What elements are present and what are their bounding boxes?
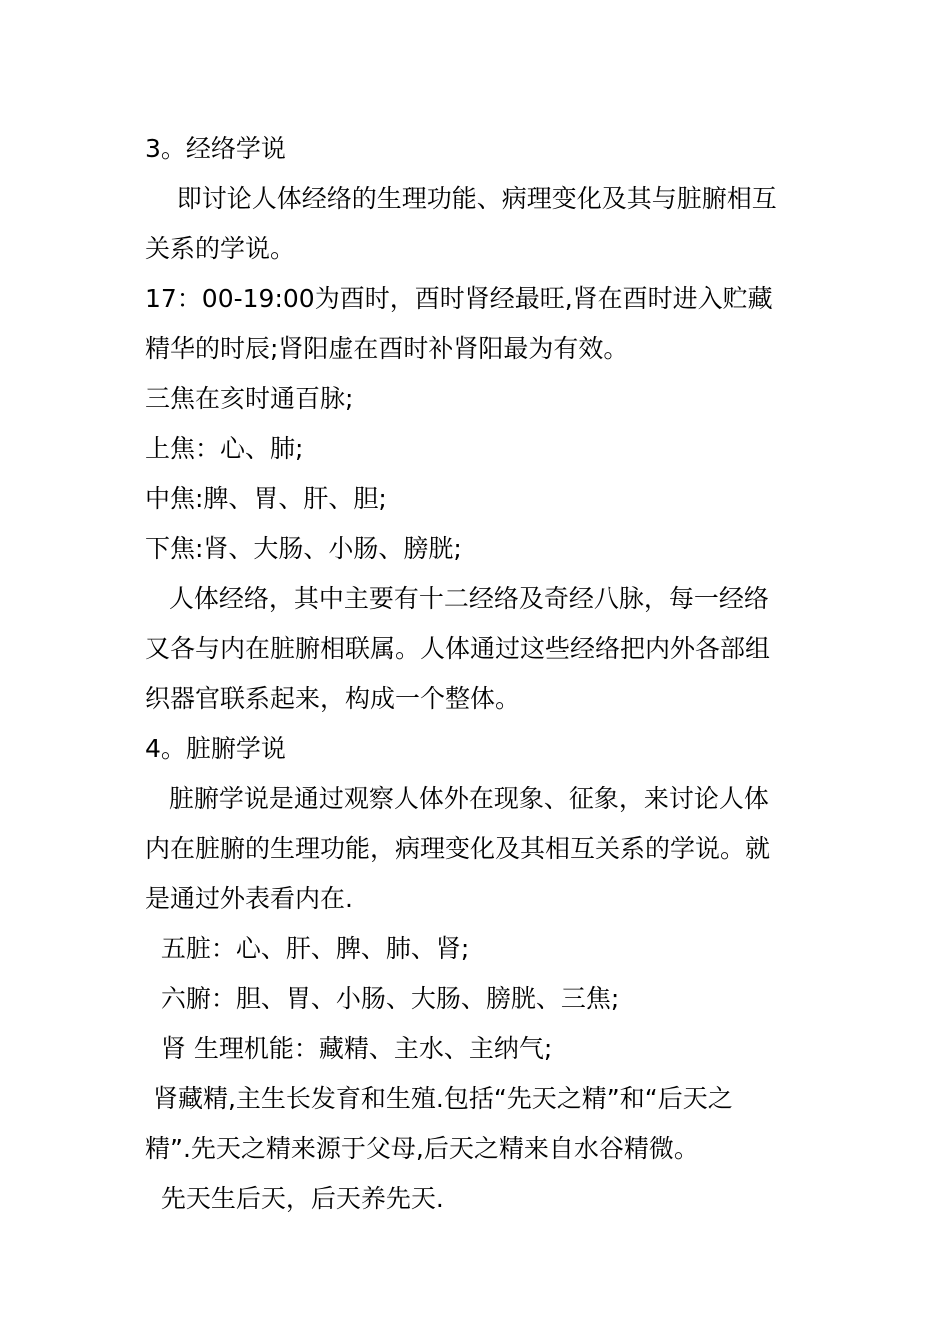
paragraph-line: 即讨论人体经络的生理功能、病理变化及其与脏腑相互 <box>145 184 777 213</box>
paragraph-line: 下焦:肾、大肠、小肠、膀胱; <box>145 534 462 563</box>
paragraph-line: 六腑：胆、胃、小肠、大肠、膀胱、三焦; <box>145 984 620 1013</box>
paragraph-line: 是通过外表看内在. <box>145 884 353 913</box>
heading-zangfu-theory: 4。脏腑学说 <box>145 734 286 763</box>
paragraph-line: 人体经络，其中主要有十二经络及奇经八脉，每一经络 <box>145 584 769 613</box>
paragraph-line: 又各与内在脏腑相联属。人体通过这些经络把内外各部组 <box>145 634 771 663</box>
paragraph-line: 上焦：心、肺; <box>145 434 304 463</box>
paragraph-line: 17：00-19:00为酉时，酉时肾经最旺,肾在酉时进入贮藏 <box>145 284 773 313</box>
paragraph-line: 肾藏精,主生长发育和生殖.包括“先天之精”和“后天之 <box>145 1084 733 1113</box>
paragraph-line: 中焦:脾、胃、肝、胆; <box>145 484 387 513</box>
paragraph-line: 织器官联系起来，构成一个整体。 <box>145 684 521 713</box>
paragraph-line: 精华的时辰;肾阳虚在酉时补肾阳最为有效。 <box>145 334 629 363</box>
paragraph-line: 脏腑学说是通过观察人体外在现象、征象，来讨论人体 <box>145 784 769 813</box>
paragraph-line: 三焦在亥时通百脉; <box>145 384 354 413</box>
paragraph-line: 肾 生理机能：藏精、主水、主纳气; <box>145 1034 553 1063</box>
paragraph-line: 精”.先天之精来源于父母,后天之精来自水谷精微。 <box>145 1134 699 1163</box>
paragraph-line: 先天生后天，后天养先天. <box>145 1184 444 1213</box>
heading-meridian-theory: 3。经络学说 <box>145 134 286 163</box>
paragraph-line: 内在脏腑的生理功能，病理变化及其相互关系的学说。就 <box>145 834 771 863</box>
paragraph-line: 关系的学说。 <box>145 234 296 263</box>
paragraph-line: 五脏：心、肝、脾、肺、肾; <box>145 934 470 963</box>
